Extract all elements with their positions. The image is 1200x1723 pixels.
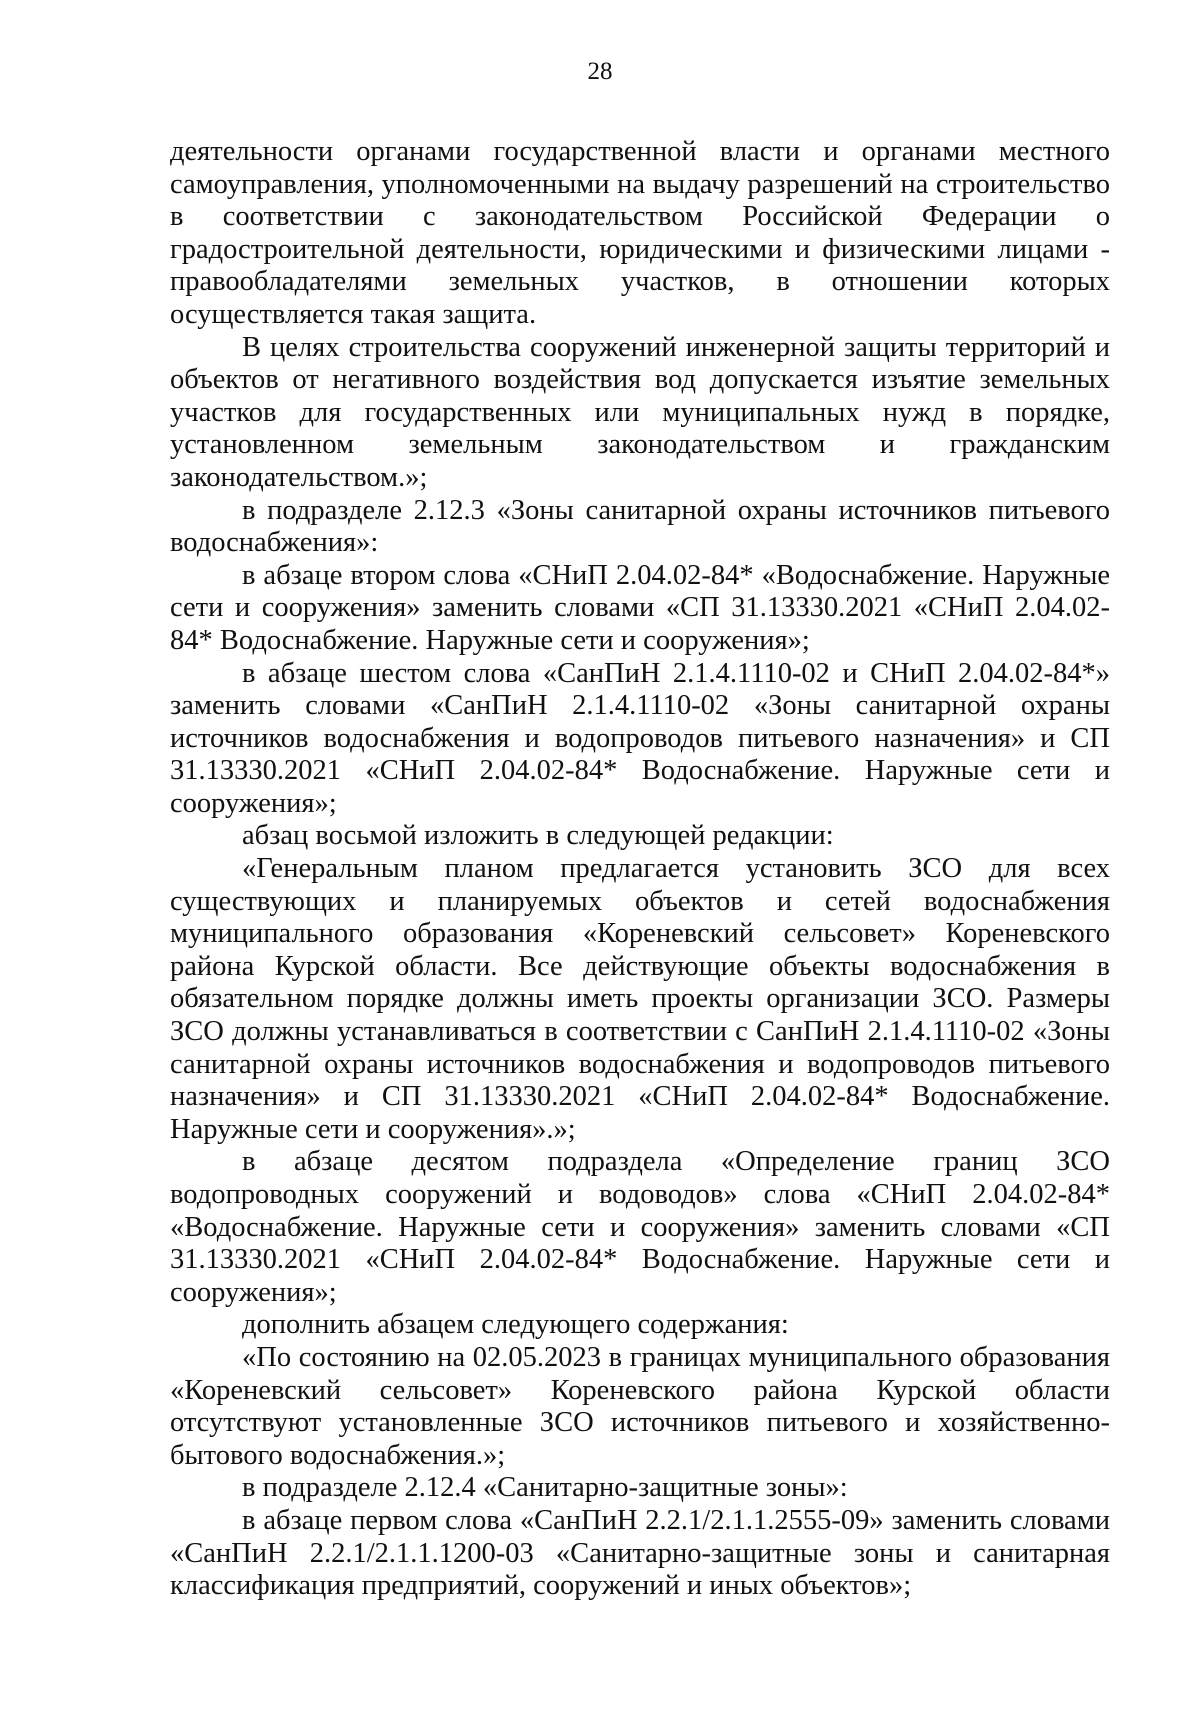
paragraph-3: в подразделе 2.12.3 «Зоны санитарной охраны источников питьевого водоснабжения»: — [170, 494, 1110, 559]
paragraph-5: в абзаце шестом слова «СанПиН 2.1.4.1110-02 и СНиП 2.04.02-84*» заменить словами «СанПиН 2.1.4.1110-02 «Зоны санитарной охраны источников водоснабжения и водопроводов питьевого назначения» и СП 31.13330.2021 «СНиП 2.04.02-84* Водоснабжение. Наружные сети и сооружения»; — [170, 657, 1110, 819]
paragraph-4: в абзаце втором слова «СНиП 2.04.02-84* «Водоснабжение. Наружные сети и сооружения» заменить словами «СП 31.13330.2021 «СНиП 2.04.02-84* Водоснабжение. Наружные сети и сооружения»; — [170, 559, 1110, 656]
paragraph-6: абзац восьмой изложить в следующей редакции: — [242, 820, 834, 852]
page-number: 28 — [587, 58, 613, 85]
paragraph-1: деятельности органами государственной власти и органами местного самоуправления, уполномоченными на выдачу разрешений на строительство в соответствии с законодательством Российской Федерации о градостроительной деятельности, юридическими и физическими лицами - правообладателями земельных участков, в отношении которых осуществляется такая защита. — [170, 136, 1110, 330]
paragraph-7: «Генеральным планом предлагается установить ЗСО для всех существующих и планируемых объектов и сетей водоснабжения муниципального образования «Кореневский сельсовет» Кореневского района Курской области. Все действующие объекты водоснабжения в обязательном порядке должны иметь проекты организации ЗСО. Размеры ЗСО должны устанавливаться в соответствии с СанПиН 2.1.4.1110-02 «Зоны санитарной охраны источников водоснабжения и водопроводов питьевого назначения» и СП 31.13330.2021 «СНиП 2.04.02-84* Водоснабжение. Наружные сети и сооружения».»; — [170, 853, 1110, 1145]
paragraph-9: дополнить абзацем следующего содержания: — [242, 1309, 789, 1341]
body-text — [170, 136, 1110, 1603]
paragraph-11: в подразделе 2.12.4 «Санитарно-защитные зоны»: — [242, 1472, 848, 1504]
paragraph-10: «По состоянию на 02.05.2023 в границах муниципального образования «Кореневский сельсовет» Кореневского района Курской области отсутствуют установленные ЗСО источников питьевого и хозяйственно-бытового водоснабжения.»; — [170, 1341, 1110, 1471]
paragraph-12: в абзаце первом слова «СанПиН 2.2.1/2.1.1.2555-09» заменить словами «СанПиН 2.2.1/2.1.1.1200-03 «Санитарно-защитные зоны и санитарная классификация предприятий, сооружений и иных объектов»; — [170, 1504, 1110, 1602]
paragraph-8: в абзаце десятом подраздела «Определение границ ЗСО водопроводных сооружений и водоводов» слова «СНиП 2.04.02-84* «Водоснабжение. Наружные сети и сооружения» заменить словами «СП 31.13330.2021 «СНиП 2.04.02-84* Водоснабжение. Наружные сети и сооружения»; — [170, 1146, 1110, 1308]
paragraph-2: В целях строительства сооружений инженерной защиты территорий и объектов от негативного воздействия вод допускается изъятие земельных участков для государственных или муниципальных нужд в порядке, установленном земельным законодательством и гражданским законодательством.»; — [170, 331, 1110, 493]
